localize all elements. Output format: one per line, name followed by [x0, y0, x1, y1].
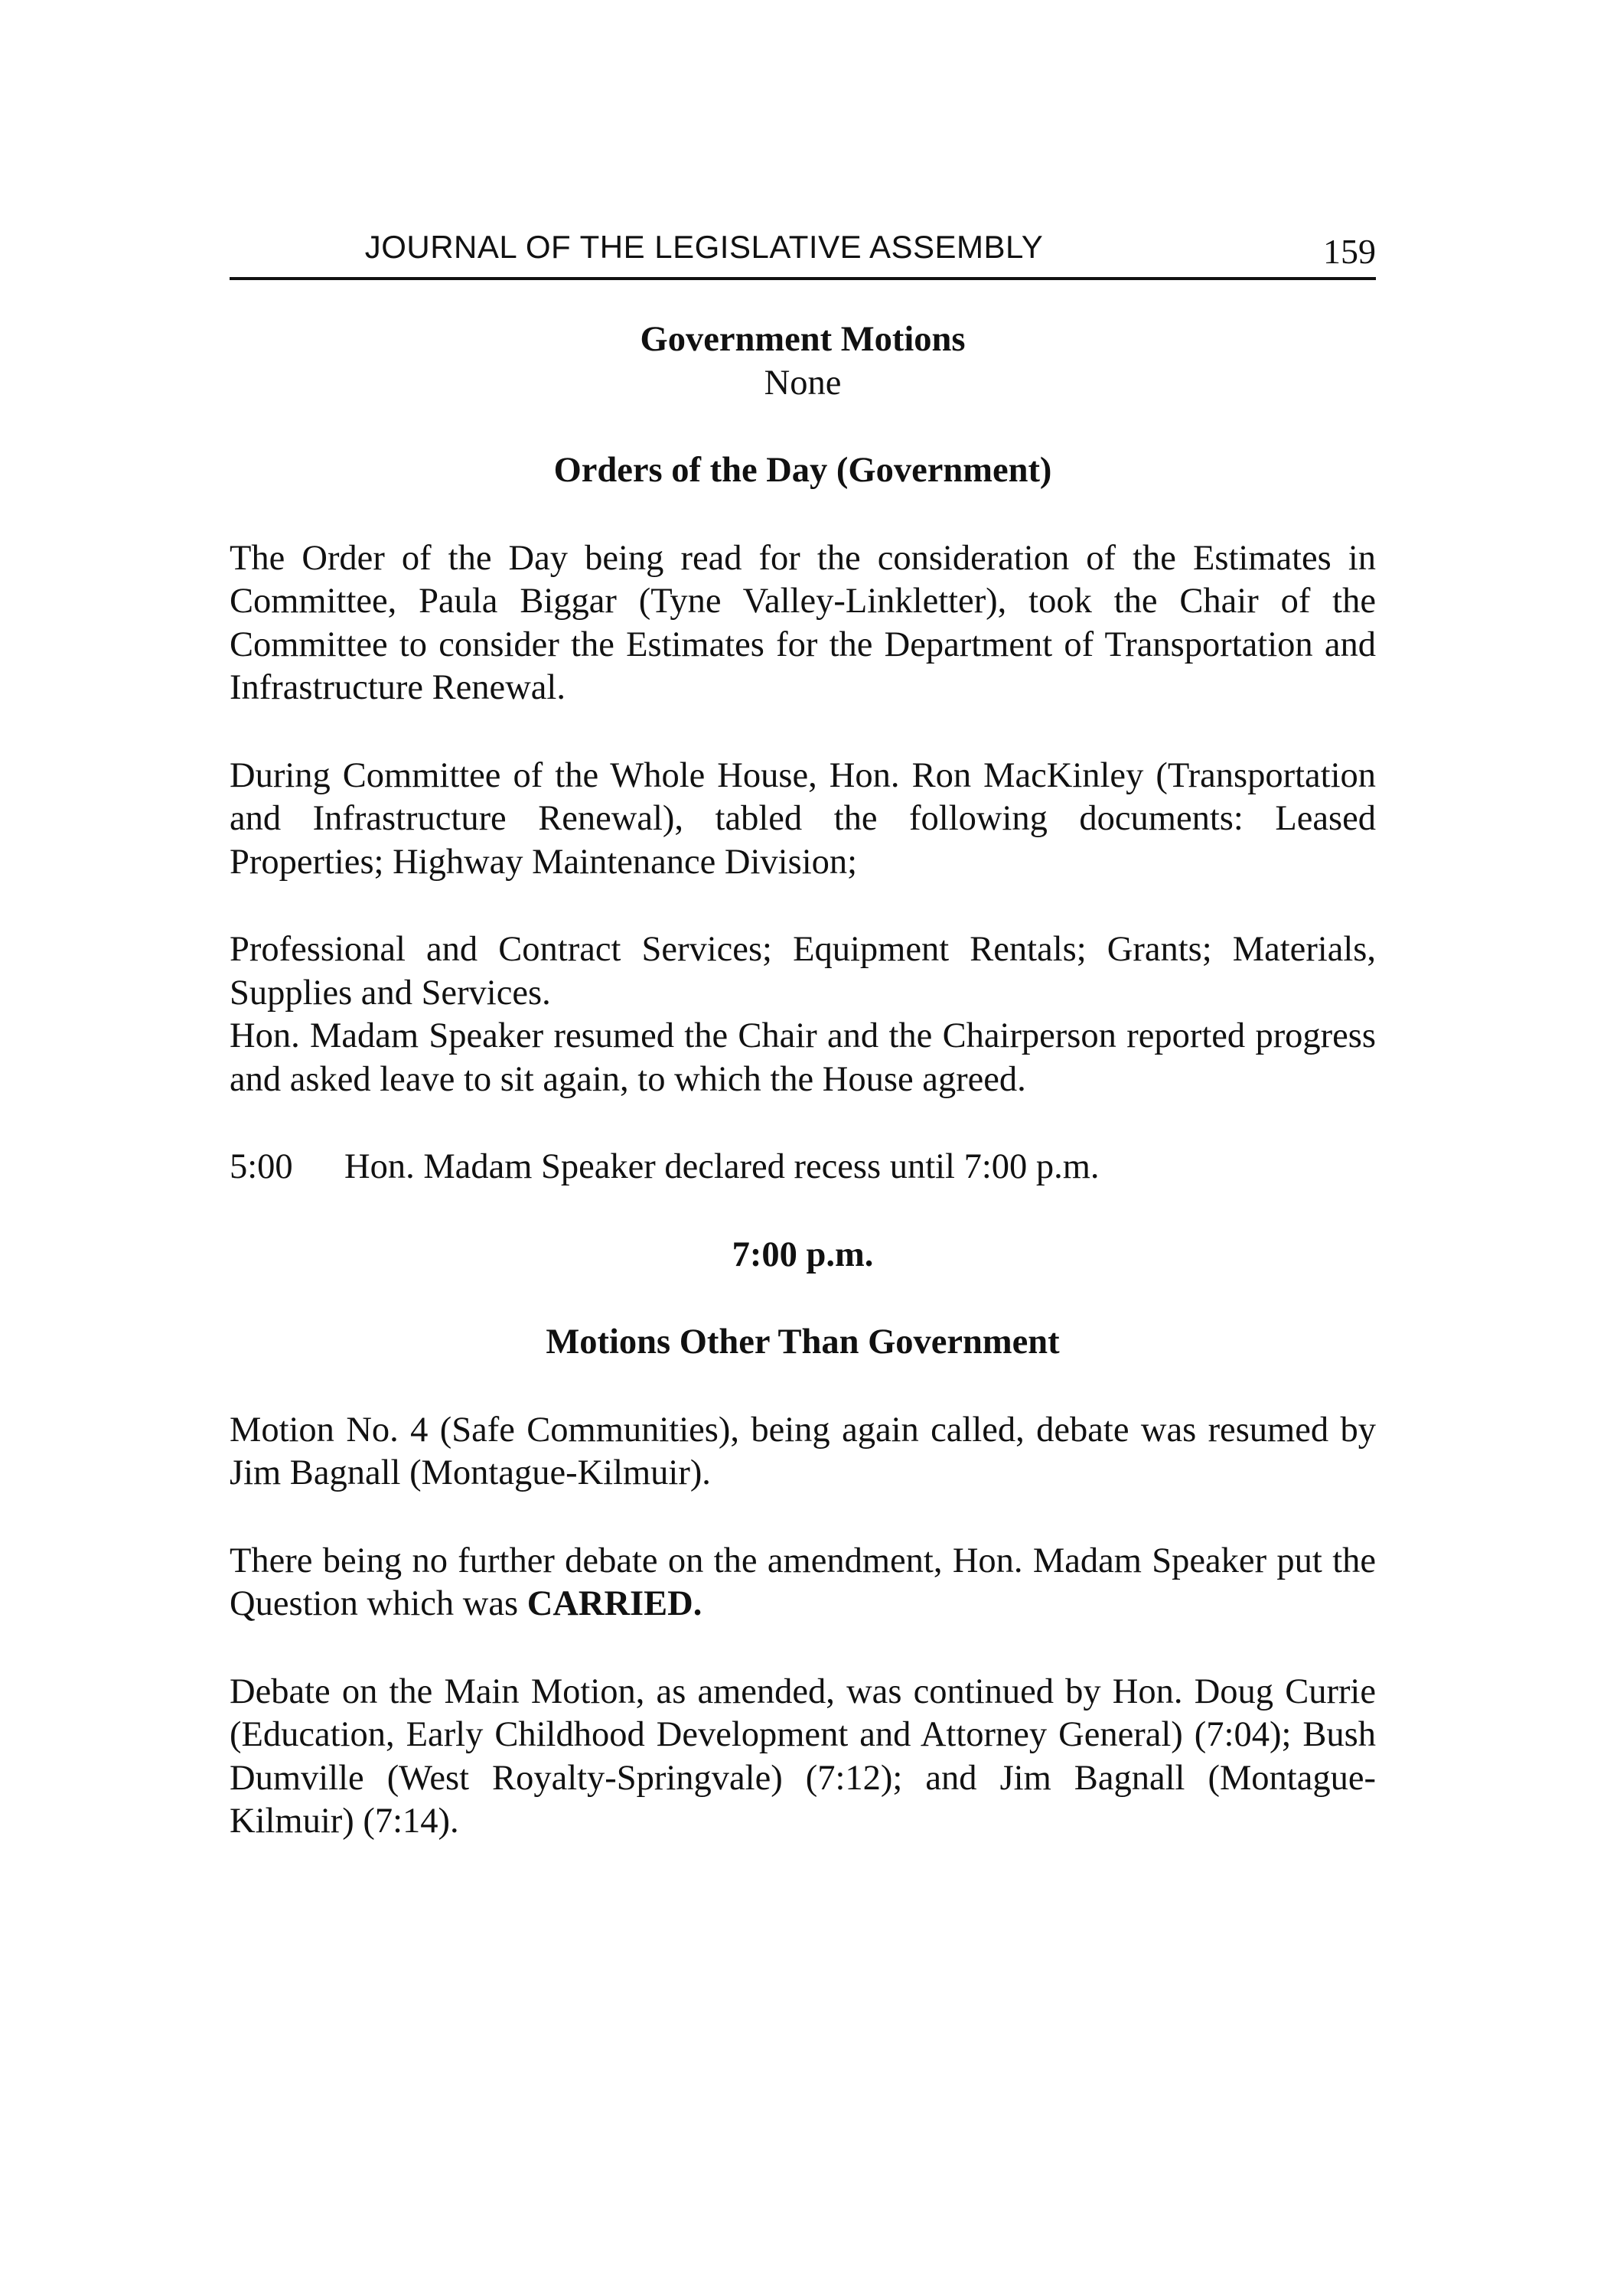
main-motion-debate-paragraph: Debate on the Main Motion, as amended, was continued by Hon. Doug Currie (Education, Early Childhood Development and Attorney General) (7:04); Bush Dumville (West Royalty-Springvale) (7:12); and Jim Bagnall (Montague-Kilmuir) (7:14). [230, 1671, 1376, 1841]
journal-content [230, 318, 1376, 1844]
amendment-question-paragraph [230, 1540, 1376, 1626]
carried-result: CARRIED. [526, 1584, 702, 1623]
amendment-question-text: There being no further debate on the amendment, Hon. Madam Speaker put the Question which was [230, 1541, 1376, 1623]
motions-other-heading: Motions Other Than Government [546, 1322, 1060, 1362]
orders-paragraph-speaker-resumed: Hon. Madam Speaker resumed the Chair and the Chairperson reported progress and asked leave to sit again, to which the House agreed. [230, 1016, 1376, 1099]
government-motions-value: None [764, 363, 842, 403]
running-header [230, 228, 1376, 280]
page-number: 159 [1323, 232, 1376, 271]
evening-sitting-heading: 7:00 p.m. [732, 1234, 874, 1274]
orders-paragraph-estimates: The Order of the Day being read for the consideration of the Estimates in Committee, Paula Biggar (Tyne Valley-Linkletter), took the Chair of the Committee to consider the Estimates for the Department of Transportation and Infrastructure Renewal. [230, 538, 1376, 707]
recess-text: Hon. Madam Speaker declared recess until 7:00 p.m. [344, 1147, 1100, 1186]
journal-title: JOURNAL OF THE LEGISLATIVE ASSEMBLY [364, 229, 1044, 265]
orders-of-the-day-heading: Orders of the Day (Government) [553, 451, 1052, 490]
recess-time: 5:00 [230, 1147, 293, 1186]
journal-page [230, 0, 1376, 2296]
recess-entry [230, 1146, 1376, 1189]
motion-four-paragraph: Motion No. 4 (Safe Communities), being again called, debate was resumed by Jim Bagnall (Montague-Kilmuir). [230, 1410, 1376, 1492]
orders-paragraph-document-list: Professional and Contract Services; Equipment Rentals; Grants; Materials, Supplies and Services. [230, 930, 1376, 1013]
government-motions-heading: Government Motions [640, 320, 966, 359]
orders-paragraph-tabled-documents: During Committee of the Whole House, Hon. Ron MacKinley (Transportation and Infrastructure Renewal), tabled the following documents: Leased Properties; Highway Maintenance Division; [230, 755, 1376, 882]
